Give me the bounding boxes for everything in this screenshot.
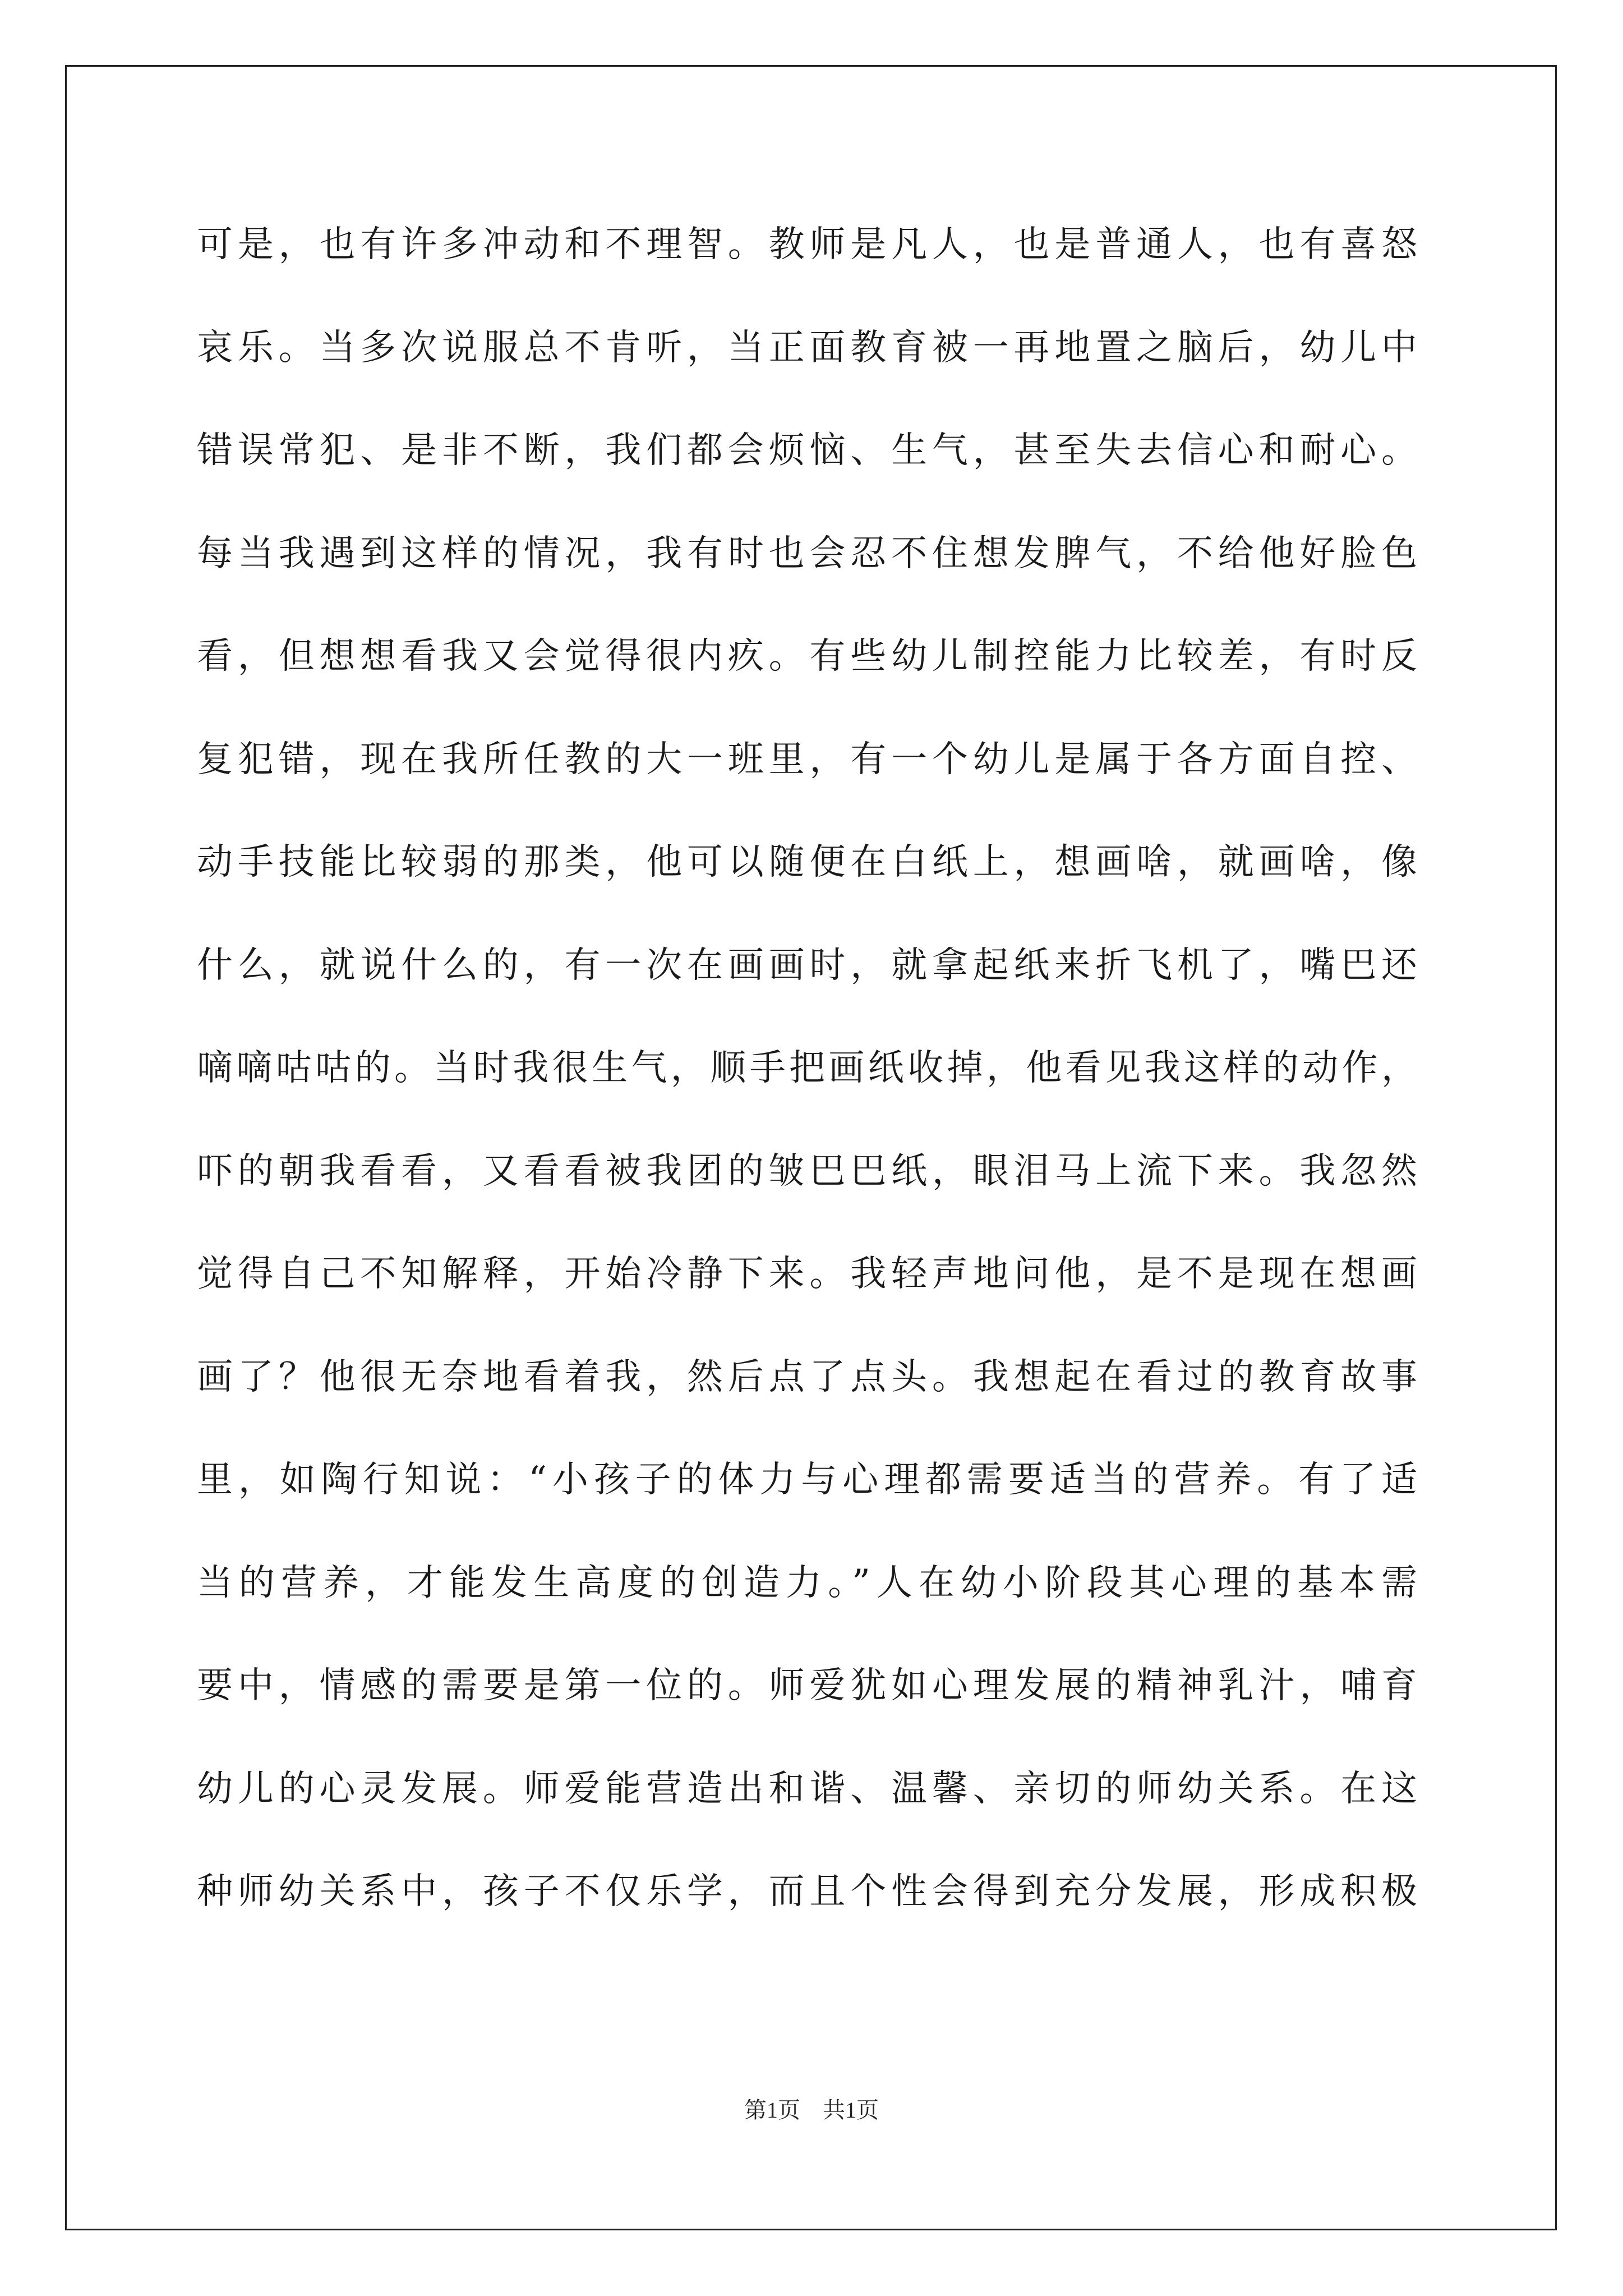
text-line: 看，但想想看我又会觉得很内疚。有些幼儿制控能力比较差，有时反 <box>197 636 1419 677</box>
text-line: 复犯错，现在我所任教的大一班里，有一个幼儿是属于各方面自控、 <box>197 738 1419 780</box>
text-line: 每当我遇到这样的情况，我有时也会忍不住想发脾气，不给他好脸色 <box>197 532 1419 574</box>
text-line: 种师幼关系中，孩子不仅乐学，而且个性会得到充分发展，形成积极 <box>197 1871 1419 1912</box>
text-line: 吓的朝我看看，又看看被我团的皱巴巴纸，眼泪马上流下来。我忽然 <box>197 1150 1419 1192</box>
text-line: 里，如陶行知说：“小孩子的体力与心理都需要适当的营养。有了适 <box>197 1459 1419 1501</box>
text-line: 什么，就说什么的，有一次在画画时，就拿起纸来折飞机了，嘴巴还 <box>197 944 1419 986</box>
text-line: 动手技能比较弱的那类，他可以随便在白纸上，想画啥，就画啥，像 <box>197 841 1419 883</box>
page-number: 第1页 <box>744 2097 800 2123</box>
text-line: 要中，情感的需要是第一位的。师爱犹如心理发展的精神乳汁，哺育 <box>197 1665 1419 1706</box>
text-line: 当的营养，才能发生高度的创造力。”人在幼小阶段其心理的基本需 <box>197 1562 1419 1604</box>
body-text <box>197 217 1419 1967</box>
text-line: 觉得自己不知解释，开始冷静下来。我轻声地问他，是不是现在想画 <box>197 1253 1419 1295</box>
text-line: 可是，也有许多冲动和不理智。教师是凡人，也是普通人，也有喜怒 <box>197 224 1419 265</box>
page-total: 共1页 <box>823 2097 879 2123</box>
text-line: 幼儿的心灵发展。师爱能营造出和谐、温馨、亲切的师幼关系。在这 <box>197 1768 1419 1810</box>
page-footer <box>0 2092 1623 2124</box>
text-line: 嘀嘀咕咕的。当时我很生气，顺手把画纸收掉，他看见我这样的动作， <box>197 1047 1419 1089</box>
text-line: 错误常犯、是非不断，我们都会烦恼、生气，甚至失去信心和耐心。 <box>197 430 1419 471</box>
text-line: 哀乐。当多次说服总不肯听，当正面教育被一再地置之脑后，幼儿中 <box>197 326 1419 369</box>
text-line: 画了？他很无奈地看着我，然后点了点头。我想起在看过的教育故事 <box>197 1356 1419 1398</box>
